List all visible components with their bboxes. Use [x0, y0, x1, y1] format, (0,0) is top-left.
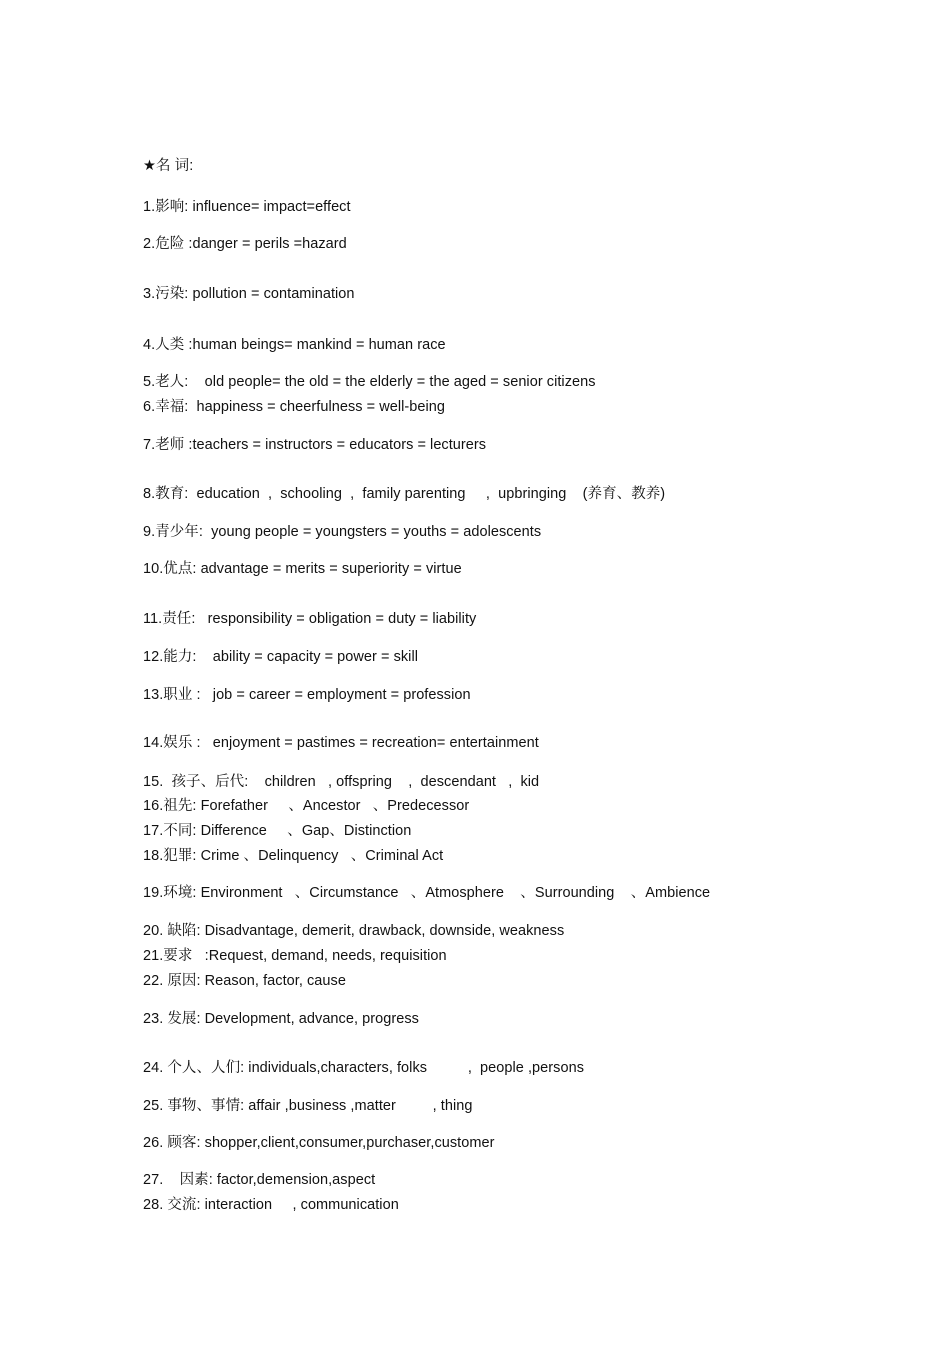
list-item: 9.青少年: young people = youngsters = youths = adolescents — [143, 524, 542, 540]
list-item: 26. 顾客: shopper,client,consumer,purchaser,customer — [143, 1135, 495, 1151]
list-item: 17.不同: Difference 、Gap、Distinction — [143, 823, 412, 839]
list-item: 10.优点: advantage = merits = superiority = virtue — [143, 561, 462, 577]
list-item: 23. 发展: Development, advance, progress — [143, 1011, 419, 1027]
list-item: 4.人类 :human beings= mankind = human race — [143, 337, 446, 353]
list-item: 27. 因素: factor,demension,aspect — [143, 1172, 376, 1188]
list-item: 25. 事物、事情: affair ,business ,matter , thing — [143, 1098, 473, 1114]
list-item: 2.危险 :danger = perils =hazard — [143, 236, 347, 252]
list-item: 15. 孩子、后代: children , offspring , descendant , kid — [143, 774, 540, 790]
list-item: 8.教育: education , schooling , family parenting , upbringing (养育、教养) — [143, 486, 666, 502]
list-item: 5.老人: old people= the old = the elderly = the aged = senior citizens — [143, 374, 596, 390]
list-item: 12.能力: ability = capacity = power = skill — [143, 649, 418, 665]
list-item: 22. 原因: Reason, factor, cause — [143, 973, 346, 989]
list-item: 6.幸福: happiness = cheerfulness = well-being — [143, 399, 446, 415]
list-item: 14.娱乐 : enjoyment = pastimes = recreation= entertainment — [143, 735, 539, 751]
list-item: 18.犯罪: Crime 、Delinquency 、Criminal Act — [143, 848, 444, 864]
list-item: 13.职业 : job = career = employment = profession — [143, 687, 471, 703]
list-item: 28. 交流: interaction , communication — [143, 1197, 399, 1213]
list-item: 11.责任: responsibility = obligation = duty = liability — [143, 611, 477, 627]
list-item: 7.老师 :teachers = instructors = educators = lecturers — [143, 437, 487, 453]
list-item: 16.祖先: Forefather 、Ancestor 、Predecessor — [143, 798, 470, 814]
list-item: 24. 个人、人们: individuals,characters, folks , people ,persons — [143, 1060, 584, 1076]
list-item: 3.污染: pollution = contamination — [143, 286, 355, 302]
list-item: 1.影响: influence= impact=effect — [143, 199, 351, 215]
list-item: 19.环境: Environment 、Circumstance 、Atmosphere 、Surrounding 、Ambience — [143, 885, 711, 901]
list-item: 20. 缺陷: Disadvantage, demerit, drawback, downside, weakness — [143, 923, 565, 939]
section-heading: ★名 词: — [143, 158, 194, 174]
list-item: 21.要求 :Request, demand, needs, requisition — [143, 948, 447, 964]
